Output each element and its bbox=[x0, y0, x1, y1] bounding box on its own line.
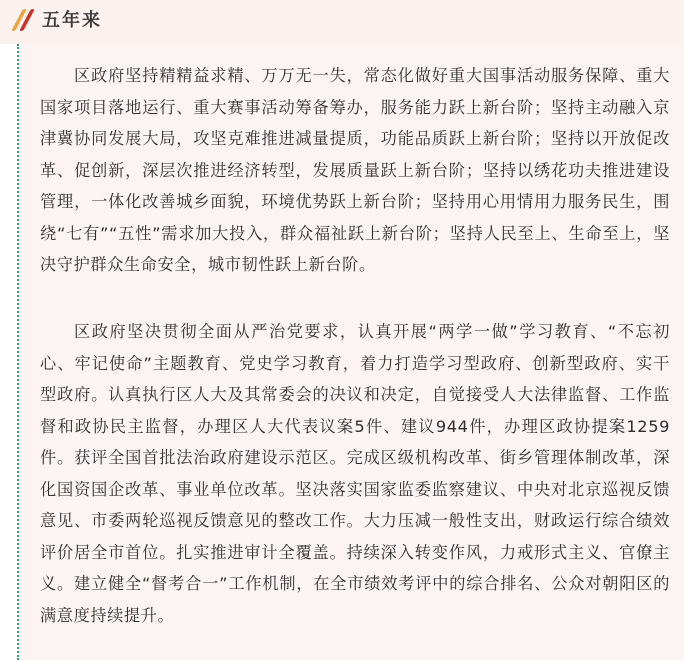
section-title: 五年来 bbox=[42, 10, 102, 31]
section-header bbox=[0, 0, 684, 44]
paragraph-achievements: 区政府坚持精精益求精、万万无一失，常态化做好重大国事活动服务保障、重大国家项目落地运行、重大赛事活动筹备筹办，服务能力跃上新台阶；坚持主动融入京津冀协同发展大局，攻坚克难推进减量提质，功能品质跃上新台阶；坚持以开放促改革、促创新，深层次推进经济转型，发展质量跃上新台阶；坚持以绣花功夫推进建设管理，一体化改善城乡面貌，环境优势跃上新台阶；坚持用心用情用力服务民生，围绕“七有”“五性”需求加大投入，群众福祉跃上新台阶；坚持人民至上、生命至上，坚决守护群众生命安全，城市韧性跃上新台阶。 bbox=[40, 66, 670, 274]
paragraph-governance: 区政府坚决贯彻全面从严治党要求，认真开展“两学一做”学习教育、“不忘初心、牢记使命”主题教育、党史学习教育，着力打造学习型政府、创新型政府、实干型政府。认真执行区人大及其常委会的决议和决定，自觉接受人大法律监督、工作监督和政协民主监督，办理区人大代表议案5件、建议944件，办理区政协提案1259件。获评全国首批法治政府建设示范区。完成区级机构改革、街乡管理体制改革，深化国资国企改革、事业单位改革。坚决落实国家监委监察建议、中央对北京巡视反馈意见、市委两轮巡视反馈意见的整改工作。大力压减一般性支出，财政运行综合绩效评价居全市首位。扎实推进审计全覆盖。持续深入转变作风，力戒形式主义、官僚主义。建立健全“督考合一”工作机制，在全市绩效考评中的综合排名、公众对朝阳区的满意度持续提升。 bbox=[40, 322, 670, 625]
